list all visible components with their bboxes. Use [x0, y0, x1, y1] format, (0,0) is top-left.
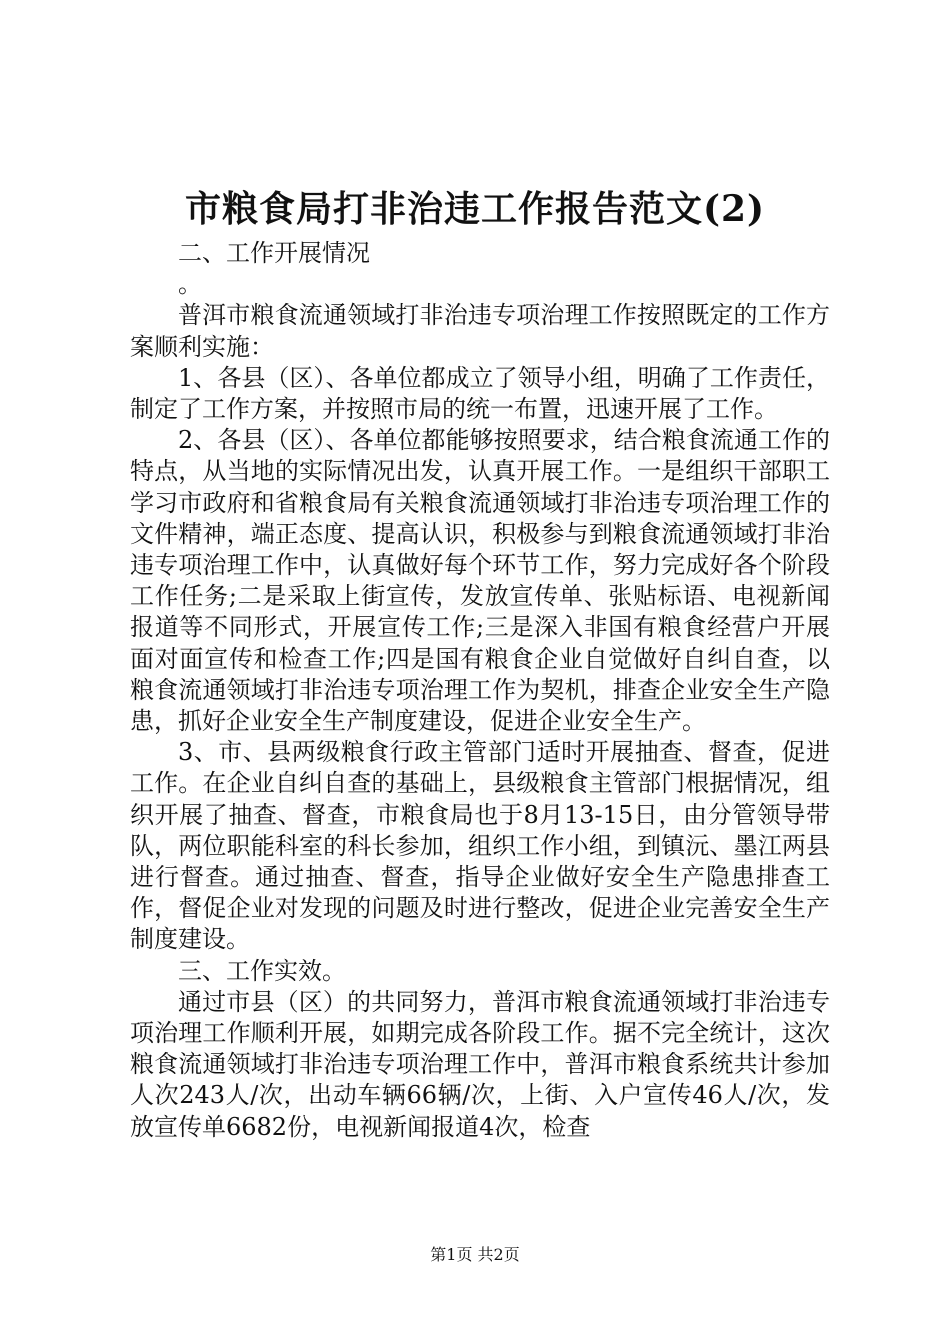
- document-title: 市粮食局打非治违工作报告范文(2): [184, 188, 766, 230]
- paragraph: 。: [178, 270, 202, 299]
- paragraph: 3、市、县两级粮食行政主管部门适时开展抽查、督查，促进工作。在企业自纠自查的基础上，县级粮食主管部门根据情况，组织开展了抽查、督查，市粮食局也于8月13-15日，由分管领导带队，两位职能科室的科长参加，组织工作小组，到镇沅、墨江两县进行督查。通过抽查、督查，指导企业做好安全生产隐患排查工作，督促企业对发现的问题及时进行整改，促进企业完善安全生产制度建设。: [130, 738, 830, 954]
- paragraph: 1、各县（区）、各单位都成立了领导小组，明确了工作责任，制定了工作方案，并按照市局的统一布置，迅速开展了工作。: [130, 363, 830, 424]
- document-body: [130, 238, 830, 1143]
- page-footer: 第1页 共2页: [430, 1245, 520, 1264]
- paragraph: 普洱市粮食流通领域打非治违专项治理工作按照既定的工作方案顺利实施：: [130, 301, 830, 361]
- paragraph: 通过市县（区）的共同努力，普洱市粮食流通领域打非治违专项治理工作顺利开展，如期完成各阶段工作。据不完全统计，这次粮食流通领域打非治违专项治理工作中，普洱市粮食系统共计参加人次243人/次，出动车辆66辆/次，上街、入户宣传46人/次，发放宣传单6682份，电视新闻报道4次，检查: [130, 987, 830, 1141]
- section-heading: 二、工作开展情况: [178, 239, 370, 267]
- paragraph: 2、各县（区）、各单位都能够按照要求，结合粮食流通工作的特点，从当地的实际情况出发，认真开展工作。一是组织干部职工学习市政府和省粮食局有关粮食流通领域打非治违专项治理工作的文件精神，端正态度、提高认识，积极参与到粮食流通领域打非治违专项治理工作中，认真做好每个环节工作，努力完成好各个阶段工作任务;二是采取上街宣传，发放宣传单、张贴标语、电视新闻报道等不同形式，开展宣传工作;三是深入非国有粮食经营户开展面对面宣传和检查工作;四是国有粮食企业自觉做好自纠自查，以粮食流通领域打非治违专项治理工作为契机，排查企业安全生产隐患，抓好企业安全生产制度建设，促进企业安全生产。: [130, 426, 830, 736]
- section-heading: 三、工作实效。: [178, 956, 346, 985]
